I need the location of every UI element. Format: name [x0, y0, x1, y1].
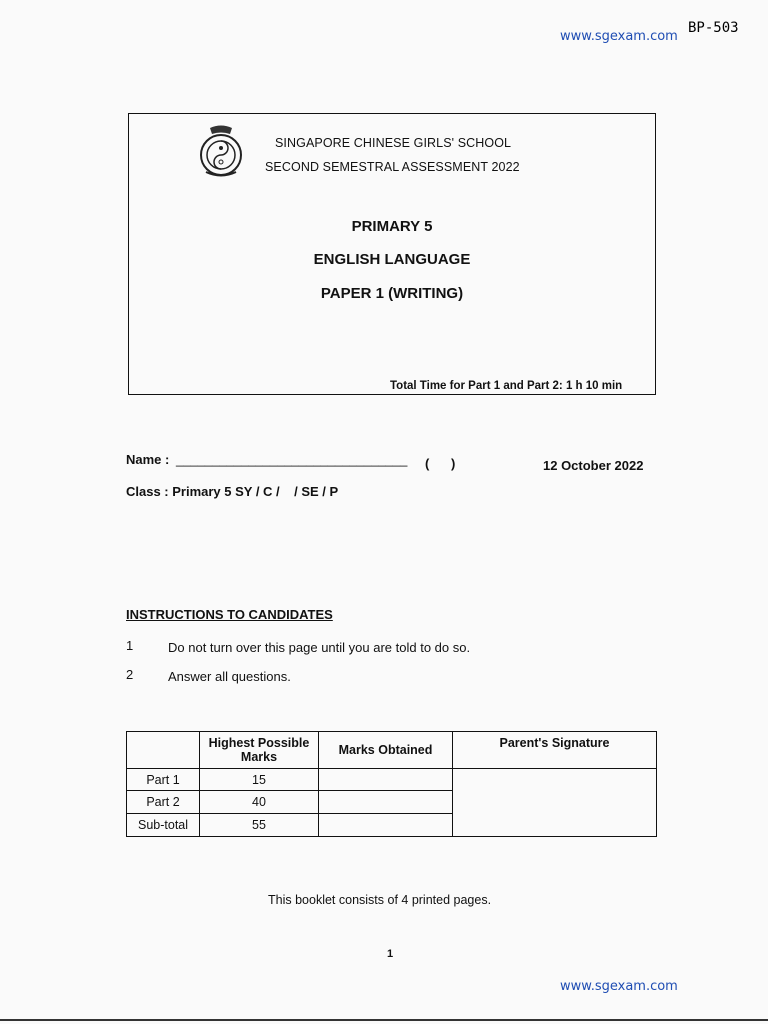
marks-table: [126, 731, 657, 837]
header-empty: [127, 732, 200, 769]
instruction-number-1: 1: [126, 638, 134, 653]
header-highest-marks: Highest Possible Marks: [200, 732, 319, 769]
total-time: Total Time for Part 1 and Part 2: 1 h 10 min: [390, 380, 623, 392]
paper-code: BP-503: [688, 20, 739, 36]
instruction-text-2: Answer all questions.: [168, 669, 291, 684]
website-link-top[interactable]: www.sgexam.com: [560, 29, 678, 44]
class-label: Class : Primary 5 SY / C / / SE / P: [126, 484, 339, 499]
index-number-field[interactable]: ( ): [425, 456, 456, 471]
instruction-number-2: 2: [126, 667, 134, 682]
header-parent-signature: Parent's Signature: [453, 732, 657, 769]
instruction-text-1: Do not turn over this page until you are told to do so.: [168, 640, 471, 655]
instructions-heading: INSTRUCTIONS TO CANDIDATES: [126, 607, 333, 622]
row-max-marks: 40: [200, 791, 319, 814]
subject-title: ENGLISH LANGUAGE: [313, 251, 471, 268]
table-header-row: [127, 732, 657, 769]
assessment-title: SECOND SEMESTRAL ASSESSMENT 2022: [265, 160, 520, 174]
booklet-note: This booklet consists of 4 printed pages.: [268, 893, 492, 907]
website-link-bottom[interactable]: www.sgexam.com: [560, 979, 678, 994]
level-title: PRIMARY 5: [351, 218, 433, 235]
parent-signature-cell[interactable]: [453, 769, 657, 837]
row-max-marks: 55: [200, 814, 319, 837]
row-max-marks: 15: [200, 769, 319, 791]
header-marks-obtained: Marks Obtained: [319, 732, 453, 769]
row-label: Sub-total: [127, 814, 200, 837]
name-field[interactable]: ________________________________: [176, 452, 408, 467]
exam-date: 12 October 2022: [543, 458, 644, 473]
row-label: Part 1: [127, 769, 200, 791]
row-marks-obtained[interactable]: [319, 814, 453, 837]
page-number: 1: [387, 948, 394, 960]
paper-title: PAPER 1 (WRITING): [320, 285, 464, 302]
school-crest-icon: [196, 122, 246, 180]
row-marks-obtained[interactable]: [319, 791, 453, 814]
row-marks-obtained[interactable]: [319, 769, 453, 791]
page-edge-divider: [0, 1019, 768, 1021]
table-row: [127, 769, 657, 791]
school-name: SINGAPORE CHINESE GIRLS' SCHOOL: [275, 136, 512, 150]
row-label: Part 2: [127, 791, 200, 814]
name-label: Name :: [126, 452, 170, 467]
